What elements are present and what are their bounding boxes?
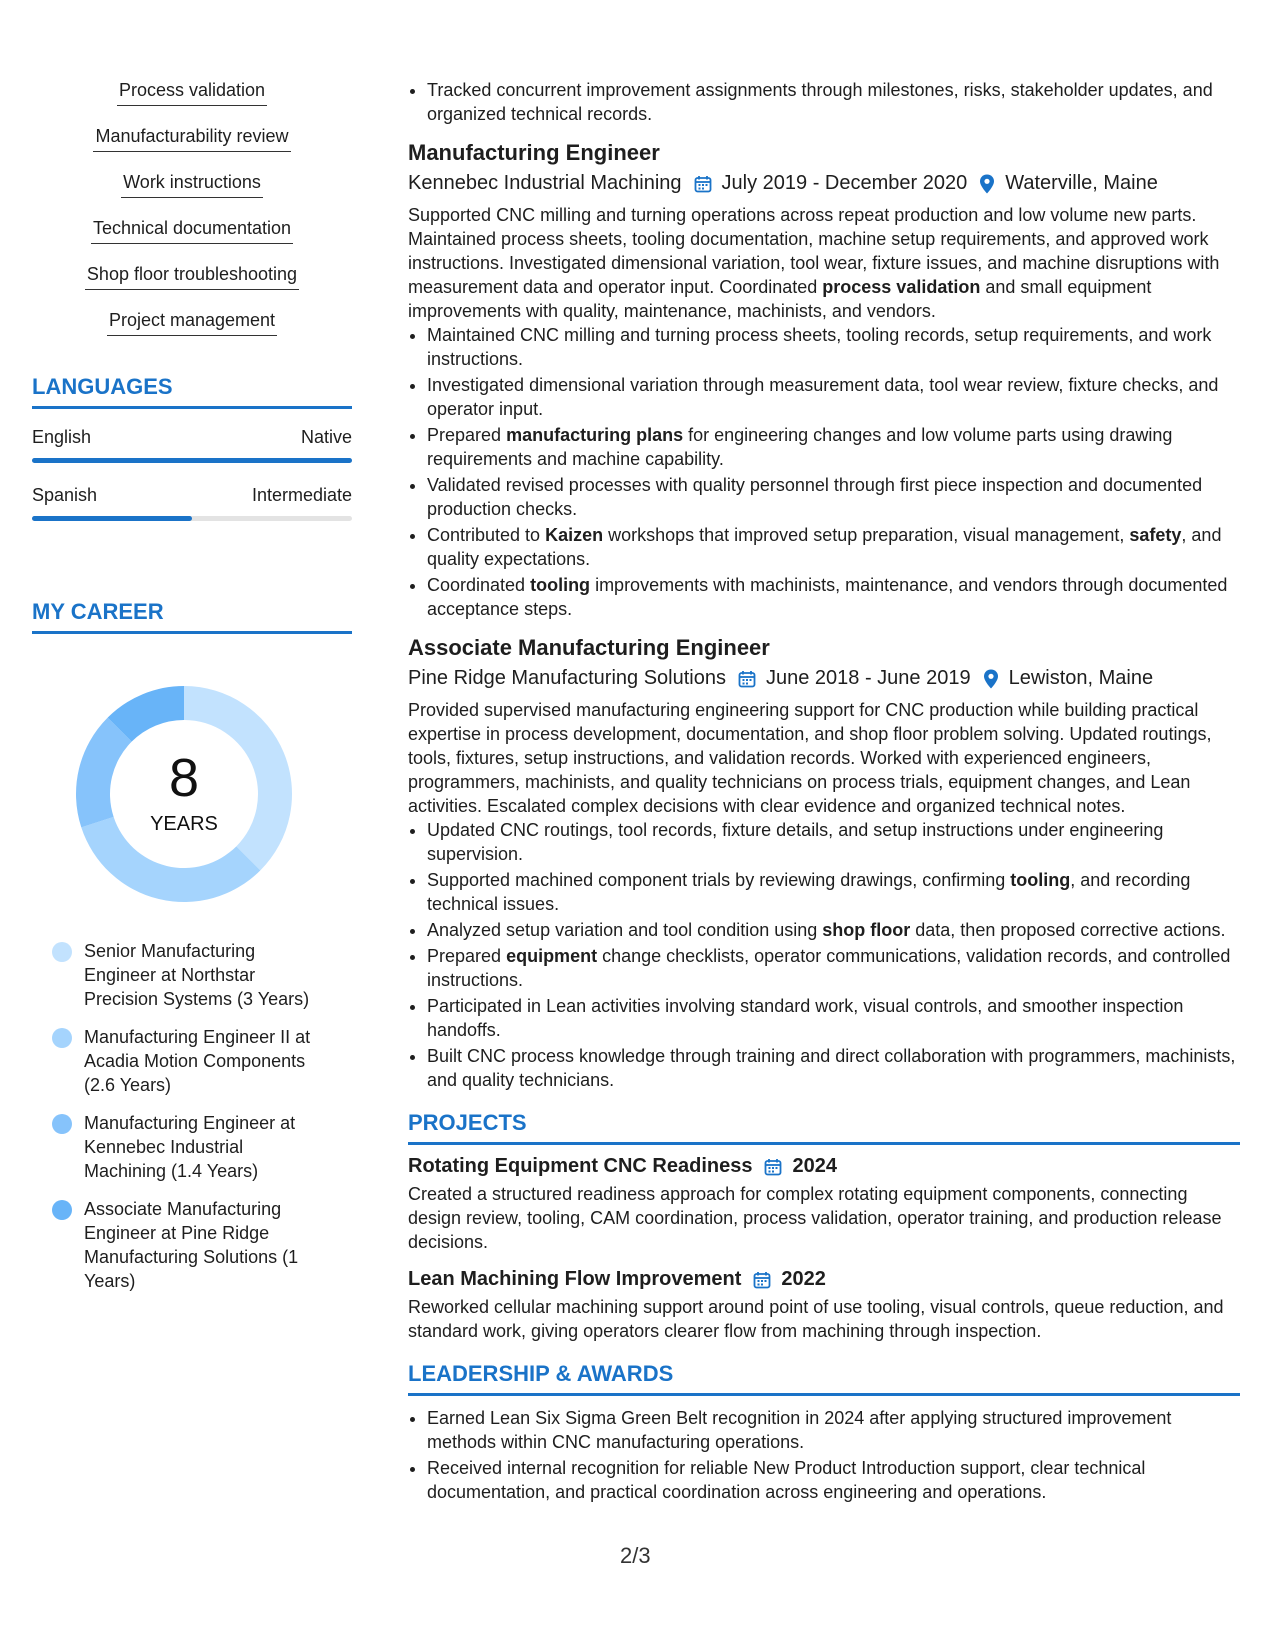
job-dates: June 2018 - June 2019 [765, 667, 971, 689]
job-description: Supported CNC milling and turning operations across repeat production and low volume new parts. Maintained process sheets, tooling documentation, machine setup requirements, and approved work instructions. Investigated dimensional variation, tool wear, fixture issues, and machine disruptions with measurement data and operator input. Coordinated process validation and small equipment improvements with quality, maintenance, machinists, and vendors. [408, 205, 1220, 321]
job-entry [408, 635, 1240, 1092]
career-label: Senior Manufacturing Engineer at Northstar Precision Systems (3 Years) [84, 941, 310, 1009]
projects-title: PROJECTS [408, 1110, 1240, 1145]
language-bar-fill [32, 458, 352, 463]
bullet-item: • Supported machined component trials by reviewing drawings, confirming tooling, and recording technical issues. [427, 868, 1240, 916]
previous-job-bullets [408, 78, 1240, 126]
job-title: Associate Manufacturing Engineer [408, 635, 770, 660]
donut-segment [184, 686, 292, 870]
bullet-item: • Analyzed setup variation and tool condition using shop floor data, then proposed corrective actions. [427, 918, 1240, 942]
job-company: Pine Ridge Manufacturing Solutions [408, 667, 726, 689]
skill-item: Technical documentation [91, 216, 293, 244]
bullet-item: • Maintained CNC milling and turning process sheets, tooling records, setup requirements, and work instructions. [427, 323, 1240, 371]
bullet-item: • Participated in Lean activities involving standard work, visual controls, and smoother inspection handoffs. [427, 994, 1240, 1042]
legend-dot [52, 1200, 72, 1220]
right-column [408, 78, 1240, 1506]
calendar-icon [738, 670, 756, 688]
career-section [32, 599, 352, 1293]
legend-dot [52, 942, 72, 962]
job-description: Provided supervised manufacturing engineering support for CNC production while building practical expertise in process development, documentation, and shop floor problem solving. Updated routings, tools, fixtures, setup instructions, and validation records. Worked with experienced engineers, programmers, machinists, and quality technicians on process trials, equipment changes, and Lean activities. Escalated complex decisions with clear evidence and organized technical notes. [408, 700, 1212, 816]
career-legend-item [52, 939, 312, 1011]
career-total: 8 [168, 748, 200, 808]
project-year: 2024 [792, 1155, 837, 1177]
projects-section [408, 1110, 1240, 1343]
project-description: Reworked cellular machining support around point of use tooling, visual controls, queue reduction, and standard work, giving operators clearer flow from machining through inspection. [408, 1297, 1224, 1341]
language-bar [32, 458, 352, 463]
career-legend-item [52, 1025, 312, 1097]
job-company: Kennebec Industrial Machining [408, 172, 682, 194]
bullet-item: • Contributed to Kaizen workshops that improved setup preparation, visual management, safety, and quality expectations. [427, 523, 1240, 571]
career-donut-chart [64, 674, 304, 914]
bullet-item: • Tracked concurrent improvement assignments through milestones, risks, stakeholder updates, and organized technical records. [427, 78, 1240, 126]
donut-segment [76, 718, 132, 828]
job-location: Lewiston, Maine [1008, 667, 1154, 689]
map-pin-icon [979, 174, 995, 194]
bullet-item: • Coordinated tooling improvements with machinists, maintenance, and vendors through documented acceptance steps. [427, 573, 1240, 621]
project-description: Created a structured readiness approach for complex rotating equipment components, connecting design review, tooling, CAM coordination, process validation, operator training, and production release decisions. [408, 1184, 1222, 1252]
skills-list [32, 78, 352, 354]
project-header [408, 1268, 1240, 1291]
awards-bullets [408, 1406, 1240, 1504]
job-meta [408, 172, 1240, 195]
skill-item: Process validation [117, 78, 267, 106]
project-year: 2022 [781, 1268, 826, 1290]
languages-title: LANGUAGES [32, 374, 352, 409]
job-meta [408, 667, 1240, 690]
page-number: 2/3 [620, 1543, 651, 1568]
skill-item: Work instructions [121, 170, 263, 198]
language-bar-fill [32, 516, 192, 521]
bullet-item: • Prepared manufacturing plans for engineering changes and low volume parts using drawing requirements and machine capability. [427, 423, 1240, 471]
project-header [408, 1155, 1240, 1178]
project-entry [408, 1155, 1240, 1254]
bullet-item: • Earned Lean Six Sigma Green Belt recognition in 2024 after applying structured improvement methods within CNC manufacturing operations. [427, 1406, 1240, 1454]
language-name: English [32, 427, 92, 447]
calendar-icon [753, 1271, 771, 1289]
bullet-item: • Updated CNC routings, tool records, fixture details, and setup instructions under engineering supervision. [427, 818, 1240, 866]
job-dates: July 2019 - December 2020 [721, 172, 968, 194]
career-legend-item [52, 1197, 312, 1293]
career-legend-item [52, 1111, 312, 1183]
language-name: Spanish [32, 485, 98, 505]
career-legend [32, 939, 312, 1293]
job-location: Waterville, Maine [1005, 172, 1158, 194]
left-column [32, 78, 352, 1293]
language-level: Intermediate [251, 485, 352, 505]
career-title: MY CAREER [32, 599, 352, 634]
language-item [32, 427, 352, 463]
bullet-item: • Prepared equipment change checklists, operator communications, validation records, and controlled instructions. [427, 944, 1240, 992]
bullet-item: • Validated revised processes with quality personnel through first piece inspection and documented production checks. [427, 473, 1240, 521]
project-name: Lean Machining Flow Improvement [408, 1268, 742, 1290]
awards-title: LEADERSHIP & AWARDS [408, 1361, 1240, 1396]
skill-item: Project management [107, 308, 277, 336]
bullet-item: • Received internal recognition for reliable New Product Introduction support, clear technical documentation, and practical coordination across engineering and operations. [427, 1456, 1240, 1504]
calendar-icon [694, 175, 712, 193]
bullet-item: • Built CNC process knowledge through training and direct collaboration with programmers, machinists, and quality technicians. [427, 1044, 1240, 1092]
skill-item: Shop floor troubleshooting [85, 262, 299, 290]
legend-dot [52, 1114, 72, 1134]
job-bullets [408, 323, 1240, 621]
skill-item: Manufacturability review [93, 124, 290, 152]
project-name: Rotating Equipment CNC Readiness [408, 1155, 753, 1177]
project-entry [408, 1268, 1240, 1343]
job-bullets [408, 818, 1240, 1092]
career-label: Manufacturing Engineer II at Acadia Motion Components (2.6 Years) [84, 1027, 311, 1095]
bullet-item: • Investigated dimensional variation through measurement data, tool wear review, fixture checks, and operator input. [427, 373, 1240, 421]
career-label: Manufacturing Engineer at Kennebec Industrial Machining (1.4 Years) [84, 1113, 296, 1181]
career-label: Associate Manufacturing Engineer at Pine Ridge Manufacturing Solutions (1 Years) [84, 1199, 299, 1291]
language-bar [32, 516, 352, 521]
language-item [32, 485, 352, 521]
language-level: Native [300, 427, 352, 447]
job-title: Manufacturing Engineer [408, 140, 660, 165]
languages-section [32, 374, 352, 521]
career-unit: YEARS [150, 813, 218, 835]
map-pin-icon [983, 669, 999, 689]
job-entry [408, 140, 1240, 621]
awards-section [408, 1361, 1240, 1504]
calendar-icon [764, 1158, 782, 1176]
legend-dot [52, 1028, 72, 1048]
